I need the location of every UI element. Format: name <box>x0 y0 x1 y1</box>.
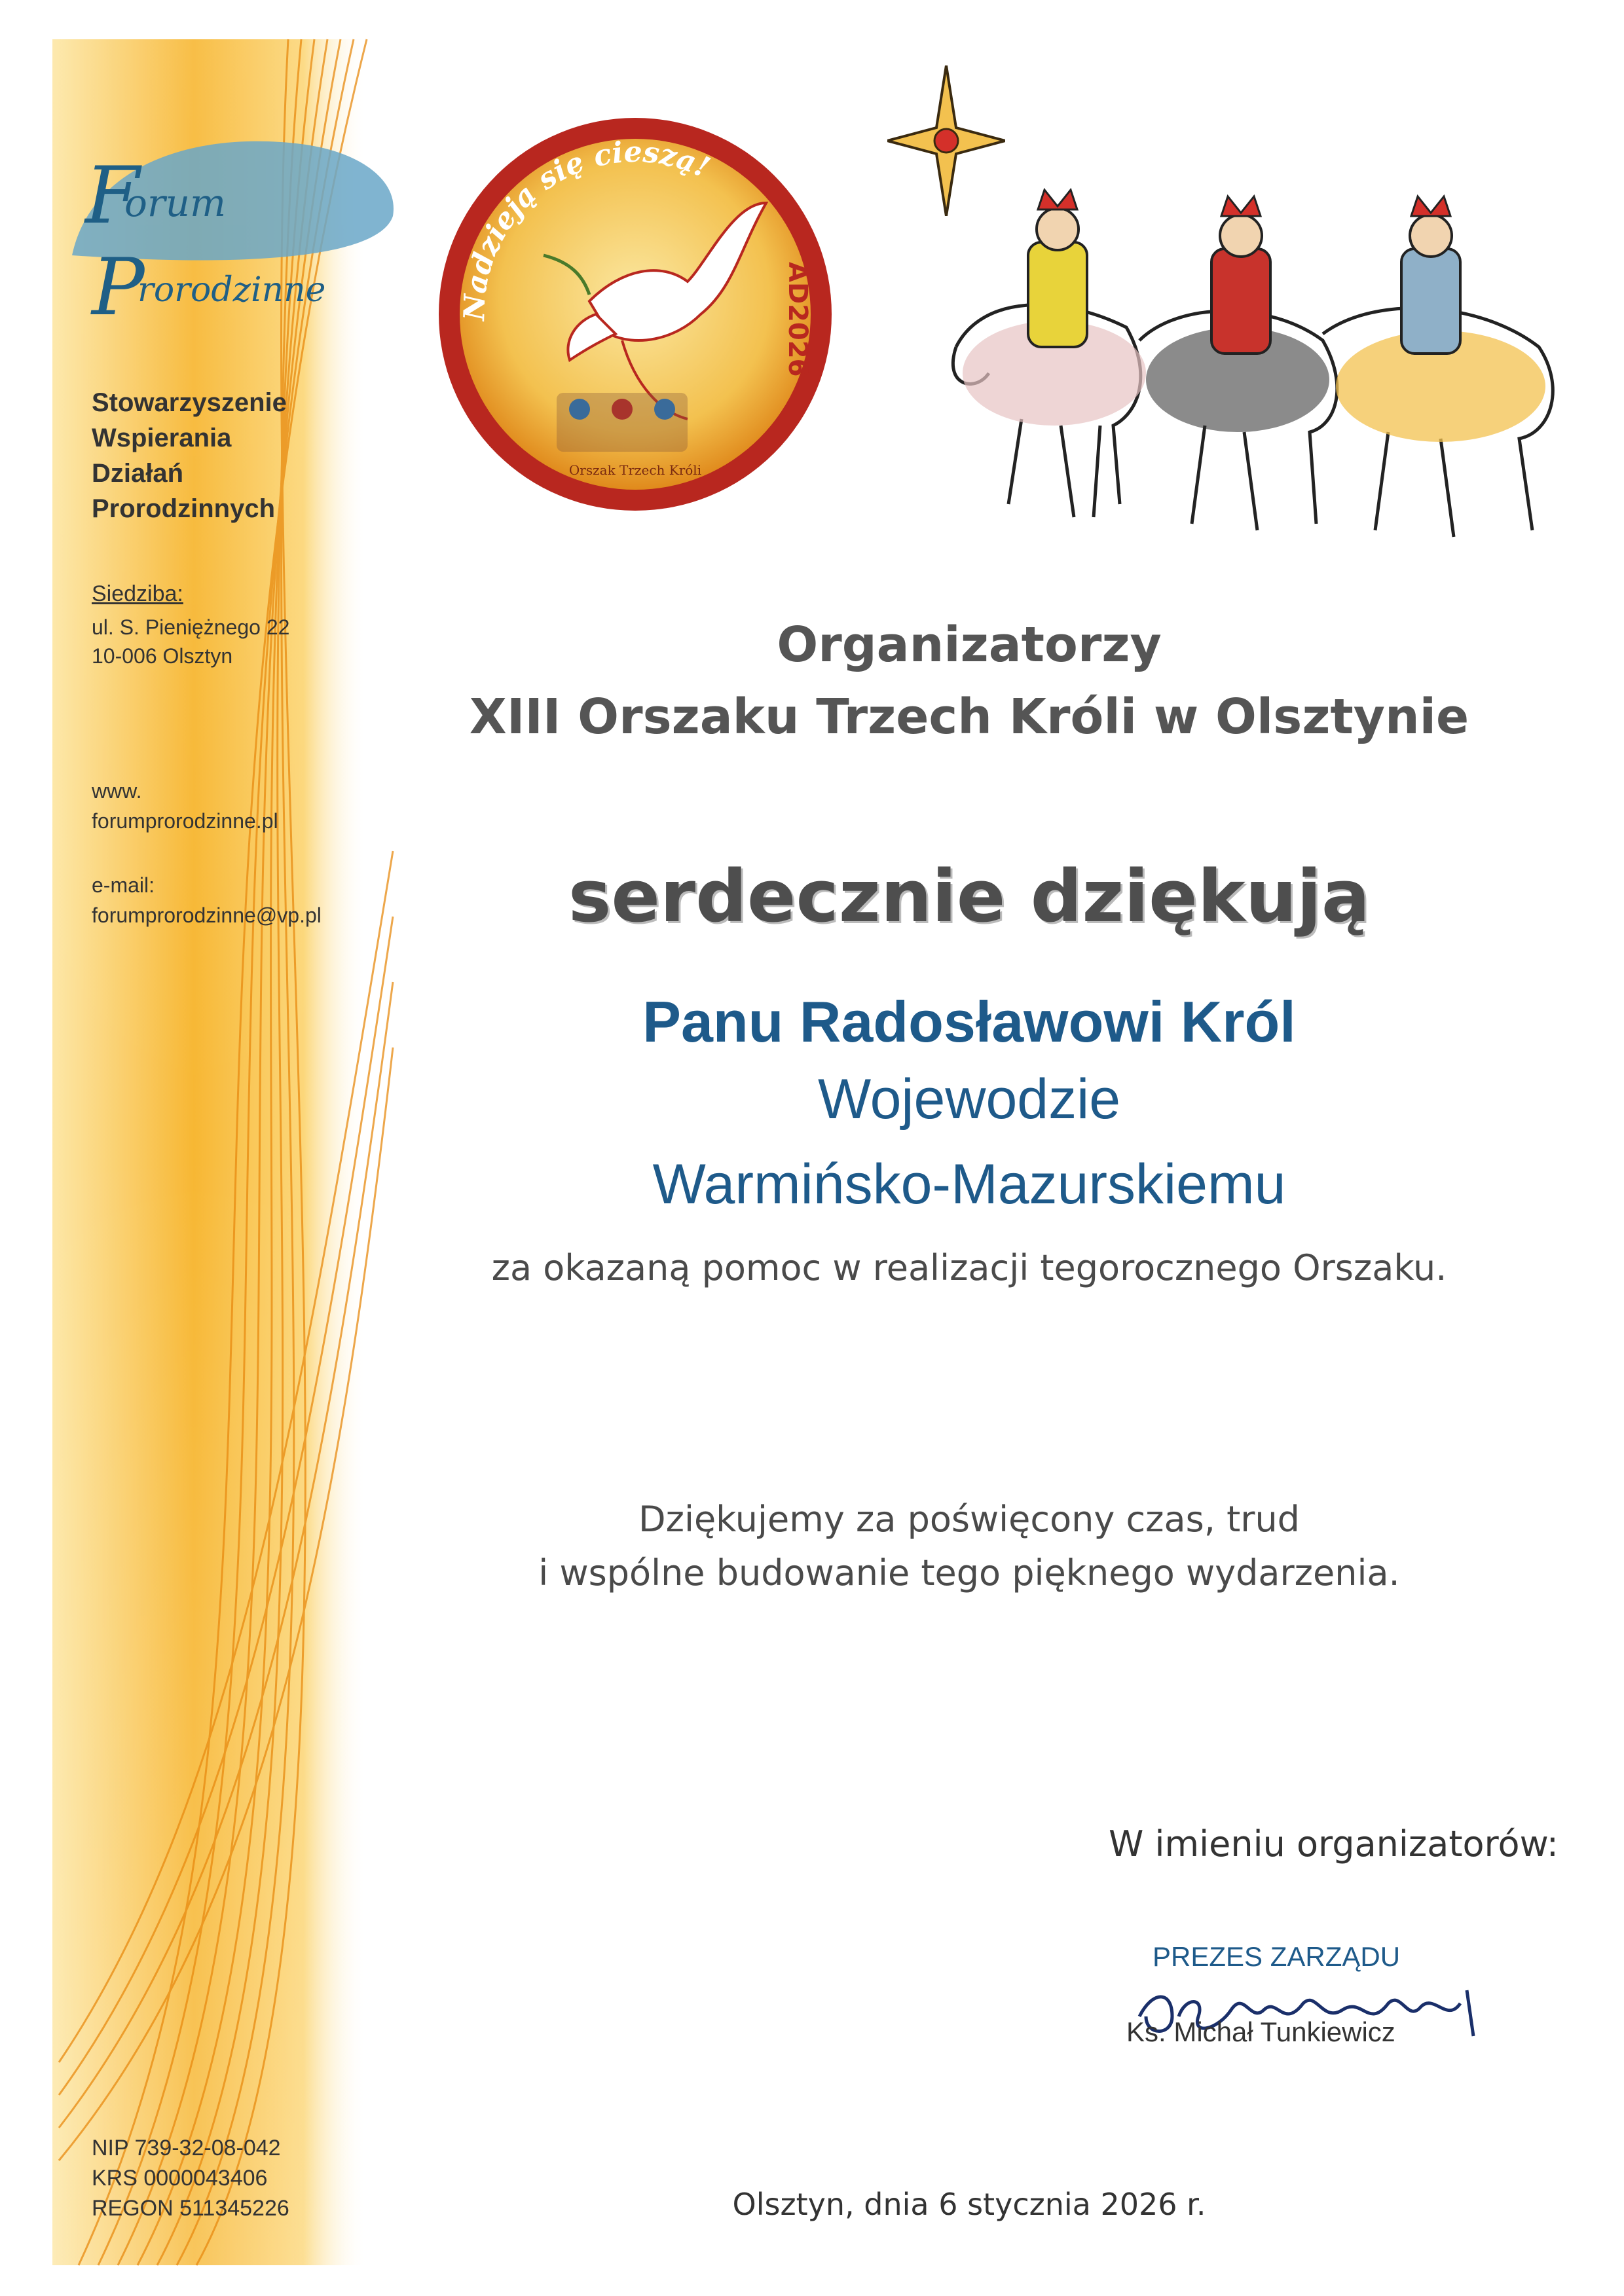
signature-role: PREZES ZARZĄDU <box>1153 1941 1401 1972</box>
closing-line-2: i wspólne budowanie tego pięknego wydarzenia. <box>538 1552 1400 1594</box>
registration-numbers <box>92 2133 289 2223</box>
org-name-line: Prorodzinnych <box>92 494 276 523</box>
reason-text: za okazaną pomoc w realizacji tegorocznego Orszaku. <box>491 1247 1447 1288</box>
regon-number: REGON 511345226 <box>92 2196 289 2221</box>
email-link[interactable]: forumprorodzinne@vp.pl <box>92 903 322 927</box>
seat-label: Siedziba: <box>92 581 183 606</box>
nip-number: NIP 739-32-08-042 <box>92 2136 281 2160</box>
organization-name <box>92 385 393 526</box>
logo-word-prorodzinne: rorodzinne <box>138 270 326 310</box>
thanks-heading: serdecznie dziękują <box>568 854 1371 938</box>
emblem-year-text: AD2026 <box>783 262 813 377</box>
org-name-line: Stowarzyszenie <box>92 388 287 417</box>
forum-prorodzinne-logo <box>65 124 406 340</box>
emblem-bottom-text: Orszak Trzech Króli <box>568 462 702 478</box>
website-link[interactable]: forumprorodzinne.pl <box>92 809 278 833</box>
address-city: 10-006 Olsztyn <box>92 644 233 668</box>
orszak-emblem <box>426 105 845 524</box>
logo-word-forum: orum <box>124 181 226 225</box>
www-label: www. <box>92 779 142 803</box>
organizers-title <box>367 609 1572 753</box>
email-label: e-mail: <box>92 873 155 897</box>
org-name-line: Wspierania <box>92 424 232 452</box>
closing-line-1: Dziękujemy za poświęcony czas, trud <box>638 1499 1300 1540</box>
kings-miniature-icon <box>557 393 688 452</box>
address-street: ul. S. Pieniężnego 22 <box>92 615 290 639</box>
logo-initial-p: P <box>92 242 145 333</box>
krs-number: KRS 0000043406 <box>92 2166 268 2191</box>
decorative-side-band <box>0 0 406 2296</box>
closing-text <box>367 1493 1572 1600</box>
on-behalf-label: W imieniu organizatorów: <box>1109 1823 1559 1865</box>
logo-initial-f: F <box>85 151 140 242</box>
recipient-role-line-1: Wojewodzie <box>817 1068 1121 1131</box>
three-kings-illustration <box>930 177 1572 570</box>
title-line-2: XIII Orszaku Trzech Króli w Olsztynie <box>469 689 1469 745</box>
emblem-arc-text: Nadzieją się cieszą! <box>458 135 715 321</box>
recipient-role-line-2: Warmińsko-Mazurskiemu <box>652 1153 1286 1216</box>
recipient-name: Panu Radosławowi Król <box>642 989 1296 1054</box>
title-line-1: Organizatorzy <box>777 617 1162 673</box>
signatory-name: Ks. Michał Tunkiewicz <box>1126 2016 1395 2047</box>
org-name-line: Działań <box>92 459 184 488</box>
date-place: Olsztyn, dnia 6 stycznia 2026 r. <box>732 2187 1206 2222</box>
